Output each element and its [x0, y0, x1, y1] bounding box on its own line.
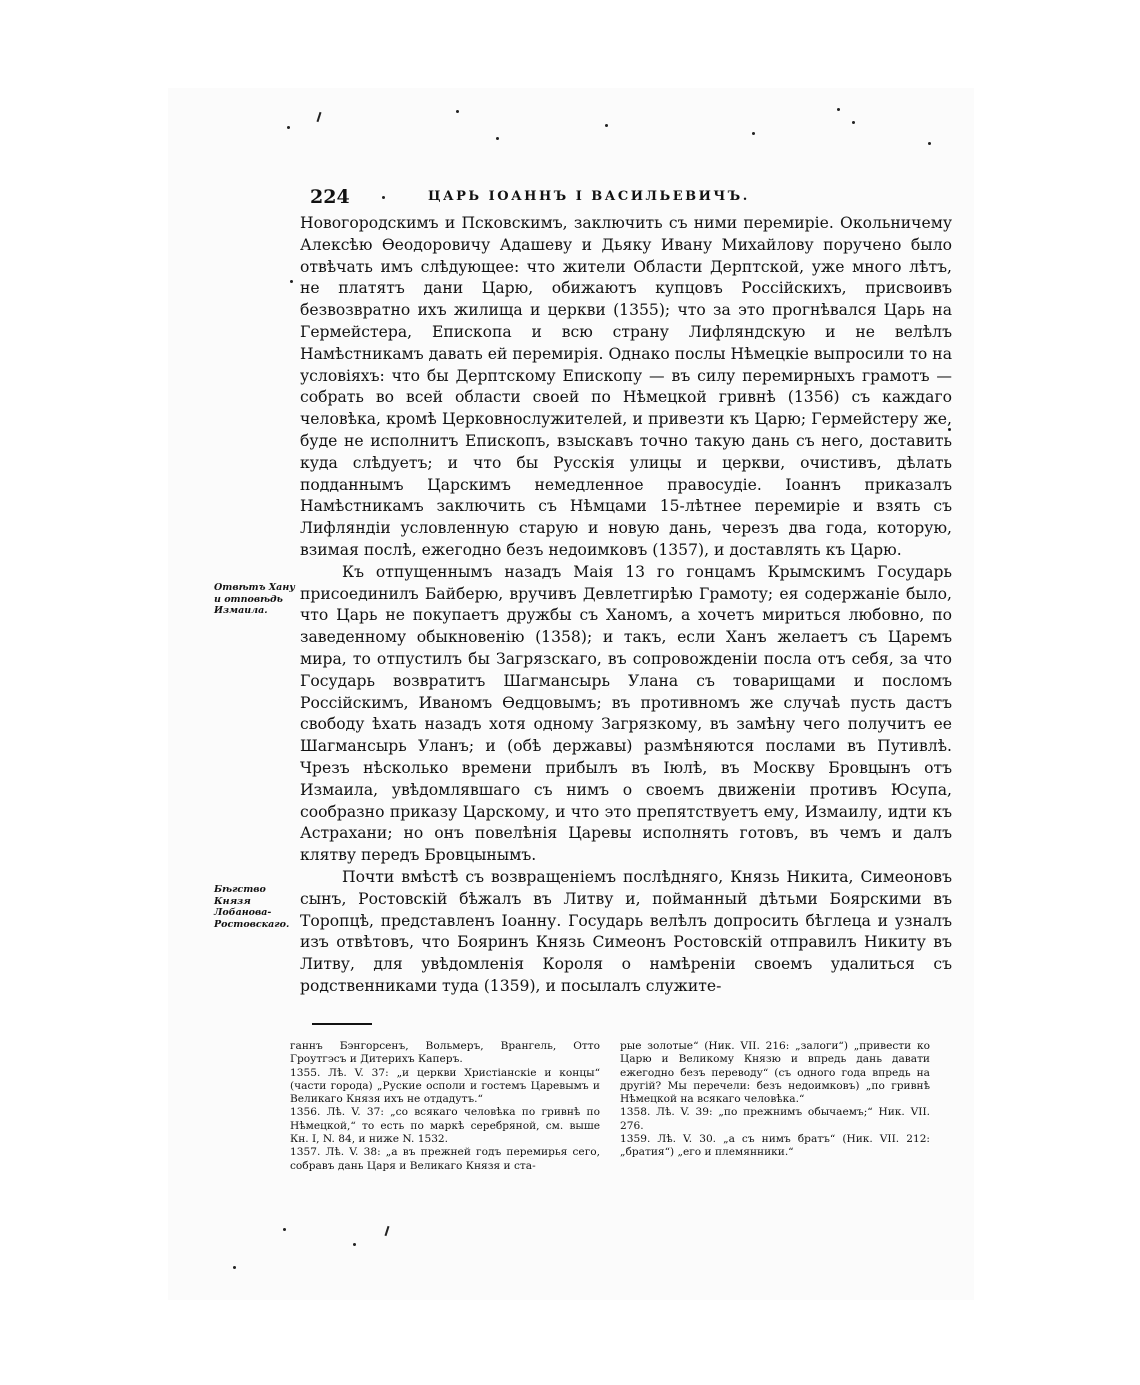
running-title: ЦАРЬ ІОАННЪ І ВАСИЛЬЕВИЧЪ.: [428, 189, 750, 204]
scan-speck: [290, 280, 293, 283]
footnote: 1357. Лѣ. V. 38: „а въ прежней годъ перемирья сего, собравъ дань Царя и Великаго Князя и ста-: [290, 1146, 600, 1172]
footnote: 1356. Лѣ. V. 37: „со всякаго человѣка по гривнѣ по Нѣмецкой,“ то есть по маркѣ серебряной, см. выше Кн. I, N. 84, и ниже N. 1532.: [290, 1106, 600, 1146]
footnote: 1355. Лѣ. V. 37: „и церкви Христіанскіе и концы“ (части города) „Руские осполи и гостемъ Царевымъ и Великаго Князя ихъ не отдадутъ.“: [290, 1066, 600, 1106]
scan-speck: [283, 1228, 286, 1231]
footnote-column-right: [620, 1040, 930, 1160]
scan-speck: [287, 126, 290, 129]
scan-speck: [456, 110, 459, 113]
scan-speck: [852, 121, 855, 124]
margin-note: Отвѣтъ Хану и отповѣдь Измаила.: [214, 582, 295, 616]
footnote-rule: [312, 1023, 372, 1025]
scan-speck: [496, 137, 499, 140]
paragraph: Почти вмѣстѣ съ возвращеніемъ послѣдняго, Князь Никита, Симеоновъ сынъ, Ростовскій бѣжалъ въ Литву и, пойманный дѣтьми Боярскими въ Торопцѣ, представленъ Іоанну. Государь велѣлъ допросить бѣглеца и узналъ изъ отвѣтовъ, что Бояринъ Князь Симеонъ Ростовскій отправилъ Никиту въ Литву, для увѣдомленія Короля о намѣреніи своемъ удалиться съ родственниками туда (1359), и посылалъ служите-: [300, 867, 952, 995]
footnote: 1358. Лѣ. V. 39: „по прежнимъ обычаемъ;“ Ник. VII. 276.: [620, 1106, 930, 1132]
scan-speck: [233, 1266, 236, 1269]
paragraph: Къ отпущеннымъ назадъ Маія 13 го гонцамъ Крымскимъ Государь присоединилъ Байберю, вручивъ Девлетгирѣю Грамоту; ея содержаніе было, что Царь не покупаетъ дружбы съ Ханомъ, а хочетъ мириться любовно, по заведенному обыкновенію (1358); и такъ, если Ханъ желаетъ съ Царемъ мира, то отпустилъ бы Загрязскаго, въ сопровожденіи посла отъ себя, за что Государь возвратитъ Шагмансырь Улана съ товарищами и посломъ Россійскимъ, Иваномъ Ѳедцовымъ; въ противномъ же случаѣ пусть дастъ свободу ѣхать назадъ хотя одному Загрязкому, въ замѣну чего получитъ ее Шагмансырь Уланъ; и (обѣ державы) размѣняются послами въ Путивлѣ. Чрезъ нѣсколько времени прибылъ въ Іюлѣ, въ Москву Бровцынъ отъ Измаила, увѣдомлявшаго съ нимъ о своемъ движеніи противъ Юсупа, сообразно приказу Царскому, и что это препятствуетъ ему, Измаилу, идти къ Астрахани; но онъ повелѣнія Царевы исполнять готовъ, въ чемъ и далъ клятву передъ Бровцынымъ.: [300, 562, 952, 865]
page-number: 224: [310, 186, 350, 208]
body-text: [300, 213, 952, 998]
scan-speck: [928, 142, 931, 145]
scan-speck: [353, 1243, 356, 1246]
paragraph: Новогородскимъ и Псковскимъ, заключить съ ними перемиріе. Окольничему Алексѣю Ѳеодоровичу Адашеву и Дьяку Ивану Михайлову поручено было отвѣчать имъ слѣдующее: что жители Области Дерптской, уже много лѣтъ, не платятъ дани Царю, обижаютъ купцовъ Россійскихъ, присвоивъ безвозвратно ихъ жилища и церкви (1355); что за это прогнѣвался Царь на Гермейстера, Епископа и всю страну Лифляндскую и не велѣлъ Намѣстникамъ давать ей перемирія. Однако послы Нѣмецкіе выпросили то на условіяхъ: что бы Дерптскому Епископу — въ силу перемирныхъ грамотъ — собрать во всей области своей по Нѣмецкой гривнѣ (1356) съ каждаго человѣка, кромѣ Церковнослужителей, и привезти къ Царю; Гермейстеру же, буде не исполнитъ Епископъ, взыскавъ точно такую дань съ него, доставить куда слѣдуетъ; и что бы Русскія улицы и церкви, очистивъ, дѣлать подданнымъ Царскимъ немедленное правосудіе. Іоаннъ приказалъ Намѣстникамъ заключить съ Нѣмцами 15-лѣтнее перемиріе и взять съ Лифляндіи условленную старую и новую дань, черезъ два года, которую, взимая послѣ, ежегодно безъ недоимковъ (1357), и доставлять къ Царю.: [300, 214, 952, 559]
scan-speck: [837, 108, 840, 111]
footnote: 1359. Лѣ. V. 30. „а съ нимъ братъ“ (Ник. VII. 212: „братия“) „его и племянники.“: [620, 1133, 930, 1159]
footnote: ганнъ Бэнгорсенъ, Вольмеръ, Врангель, Отто Гроутгэсъ и Дитерихъ Каперъ.: [290, 1040, 600, 1066]
footnote-column-left: [290, 1040, 600, 1173]
margin-note: Бѣгство Князя Лобанова-Ростовскаго.: [214, 884, 290, 930]
footnote: рые золотые“ (Ник. VII. 216: „залоги“) „привести ко Царю и Великому Князю и впредь дань давати ежегодно безъ переводу“ (съ одного года впредь на другій? Мы перечели: безъ недоимковъ) „по гривнѣ Нѣмецкой на всякаго человѣка.“: [620, 1040, 930, 1106]
scan-speck: [752, 132, 755, 135]
page-header: [310, 186, 956, 212]
scan-speck: [605, 124, 608, 127]
